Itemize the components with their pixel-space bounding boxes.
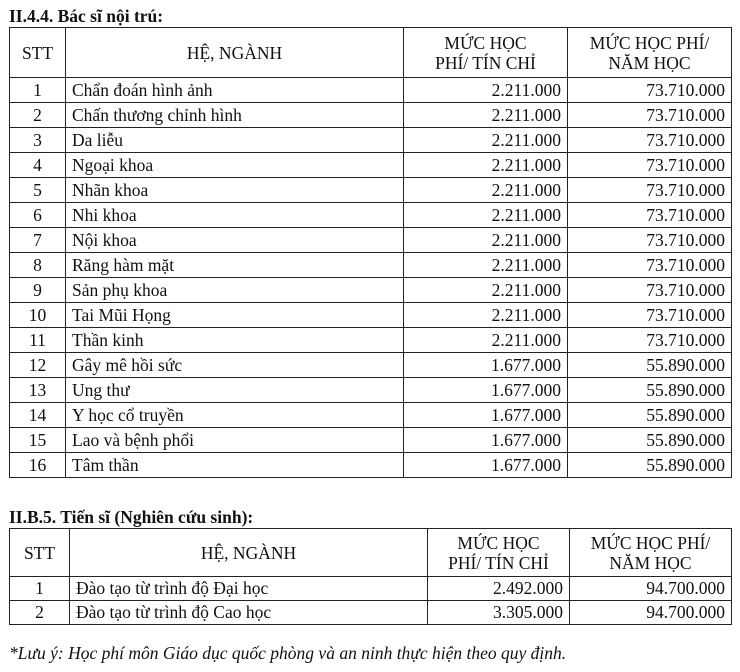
row-number: 4 bbox=[10, 153, 66, 178]
table-row bbox=[10, 178, 732, 203]
row-fee-per-credit: 2.211.000 bbox=[404, 103, 568, 128]
table-row bbox=[10, 103, 732, 128]
header-stt: STT bbox=[10, 529, 70, 577]
header-per-year: MỨC HỌC PHÍ/ NĂM HỌC bbox=[568, 28, 732, 78]
row-fee-per-credit: 2.211.000 bbox=[404, 128, 568, 153]
row-name: Chấn thương chỉnh hình bbox=[66, 103, 404, 128]
header-per-credit: MỨC HỌC PHÍ/ TÍN CHỈ bbox=[404, 28, 568, 78]
row-number: 1 bbox=[10, 78, 66, 103]
row-name: Nhi khoa bbox=[66, 203, 404, 228]
header-per-year: MỨC HỌC PHÍ/ NĂM HỌC bbox=[570, 529, 732, 577]
row-name: Tai Mũi Họng bbox=[66, 303, 404, 328]
row-fee-per-year: 94.700.000 bbox=[570, 577, 732, 601]
row-fee-per-credit: 1.677.000 bbox=[404, 353, 568, 378]
row-name: Tâm thần bbox=[66, 453, 404, 478]
table-row bbox=[10, 577, 732, 601]
row-number: 9 bbox=[10, 278, 66, 303]
row-number: 7 bbox=[10, 228, 66, 253]
header-name: HỆ, NGÀNH bbox=[70, 529, 428, 577]
table-row bbox=[10, 428, 732, 453]
header-per-credit: MỨC HỌC PHÍ/ TÍN CHỈ bbox=[428, 529, 570, 577]
row-fee-per-year: 73.710.000 bbox=[568, 278, 732, 303]
table-row bbox=[10, 128, 732, 153]
row-fee-per-credit: 2.211.000 bbox=[404, 178, 568, 203]
row-fee-per-credit: 2.211.000 bbox=[404, 203, 568, 228]
row-fee-per-credit: 2.211.000 bbox=[404, 328, 568, 353]
table-row bbox=[10, 278, 732, 303]
table-row bbox=[10, 153, 732, 178]
row-fee-per-credit: 2.211.000 bbox=[404, 253, 568, 278]
row-name: Lao và bệnh phổi bbox=[66, 428, 404, 453]
row-name: Da liễu bbox=[66, 128, 404, 153]
section-title: II.B.5. Tiến sĩ (Nghiên cứu sinh): bbox=[9, 507, 254, 527]
row-name: Chẩn đoán hình ảnh bbox=[66, 78, 404, 103]
row-name: Ung thư bbox=[66, 378, 404, 403]
row-name: Đào tạo từ trình độ Cao học bbox=[70, 601, 428, 625]
footnote: *Lưu ý: Học phí môn Giáo dục quốc phòng và an ninh thực hiện theo quy định. bbox=[9, 643, 567, 663]
row-name: Đào tạo từ trình độ Đại học bbox=[70, 577, 428, 601]
table-row bbox=[10, 203, 732, 228]
table-row bbox=[10, 353, 732, 378]
row-fee-per-year: 55.890.000 bbox=[568, 378, 732, 403]
row-name: Nội khoa bbox=[66, 228, 404, 253]
row-number: 5 bbox=[10, 178, 66, 203]
row-name: Thần kinh bbox=[66, 328, 404, 353]
header-name: HỆ, NGÀNH bbox=[66, 28, 404, 78]
row-fee-per-year: 73.710.000 bbox=[568, 103, 732, 128]
row-fee-per-year: 73.710.000 bbox=[568, 253, 732, 278]
row-number: 11 bbox=[10, 328, 66, 353]
row-fee-per-year: 73.710.000 bbox=[568, 328, 732, 353]
row-name: Răng hàm mặt bbox=[66, 253, 404, 278]
row-fee-per-year: 73.710.000 bbox=[568, 178, 732, 203]
row-number: 8 bbox=[10, 253, 66, 278]
row-number: 14 bbox=[10, 403, 66, 428]
row-number: 3 bbox=[10, 128, 66, 153]
row-fee-per-credit: 2.211.000 bbox=[404, 278, 568, 303]
row-fee-per-credit: 2.211.000 bbox=[404, 153, 568, 178]
row-fee-per-credit: 1.677.000 bbox=[404, 378, 568, 403]
row-fee-per-credit: 1.677.000 bbox=[404, 428, 568, 453]
residency-fee-table bbox=[9, 27, 732, 478]
row-number: 16 bbox=[10, 453, 66, 478]
row-number: 2 bbox=[10, 601, 70, 625]
row-name: Gây mê hồi sức bbox=[66, 353, 404, 378]
row-fee-per-year: 94.700.000 bbox=[570, 601, 732, 625]
row-fee-per-credit: 2.211.000 bbox=[404, 303, 568, 328]
row-number: 6 bbox=[10, 203, 66, 228]
section-title: II.4.4. Bác sĩ nội trú: bbox=[9, 6, 164, 26]
row-fee-per-credit: 1.677.000 bbox=[404, 403, 568, 428]
header-stt: STT bbox=[10, 28, 66, 78]
table-row bbox=[10, 378, 732, 403]
row-fee-per-year: 73.710.000 bbox=[568, 303, 732, 328]
phd-fee-table bbox=[9, 528, 732, 625]
row-fee-per-year: 73.710.000 bbox=[568, 203, 732, 228]
row-number: 12 bbox=[10, 353, 66, 378]
table-row bbox=[10, 453, 732, 478]
row-fee-per-credit: 2.492.000 bbox=[428, 577, 570, 601]
row-fee-per-credit: 2.211.000 bbox=[404, 228, 568, 253]
table-row bbox=[10, 601, 732, 625]
row-number: 1 bbox=[10, 577, 70, 601]
row-fee-per-credit: 3.305.000 bbox=[428, 601, 570, 625]
row-fee-per-credit: 1.677.000 bbox=[404, 453, 568, 478]
row-fee-per-year: 55.890.000 bbox=[568, 428, 732, 453]
row-name: Y học cổ truyền bbox=[66, 403, 404, 428]
row-fee-per-year: 73.710.000 bbox=[568, 153, 732, 178]
row-fee-per-credit: 2.211.000 bbox=[404, 78, 568, 103]
table-row bbox=[10, 253, 732, 278]
row-fee-per-year: 73.710.000 bbox=[568, 128, 732, 153]
row-number: 15 bbox=[10, 428, 66, 453]
row-name: Nhãn khoa bbox=[66, 178, 404, 203]
table-row bbox=[10, 228, 732, 253]
row-fee-per-year: 55.890.000 bbox=[568, 453, 732, 478]
row-number: 2 bbox=[10, 103, 66, 128]
table-row bbox=[10, 303, 732, 328]
row-fee-per-year: 55.890.000 bbox=[568, 403, 732, 428]
row-number: 10 bbox=[10, 303, 66, 328]
row-fee-per-year: 73.710.000 bbox=[568, 78, 732, 103]
row-fee-per-year: 73.710.000 bbox=[568, 228, 732, 253]
row-number: 13 bbox=[10, 378, 66, 403]
row-name: Ngoại khoa bbox=[66, 153, 404, 178]
table-row bbox=[10, 78, 732, 103]
row-name: Sản phụ khoa bbox=[66, 278, 404, 303]
row-fee-per-year: 55.890.000 bbox=[568, 353, 732, 378]
table-row bbox=[10, 328, 732, 353]
table-row bbox=[10, 403, 732, 428]
